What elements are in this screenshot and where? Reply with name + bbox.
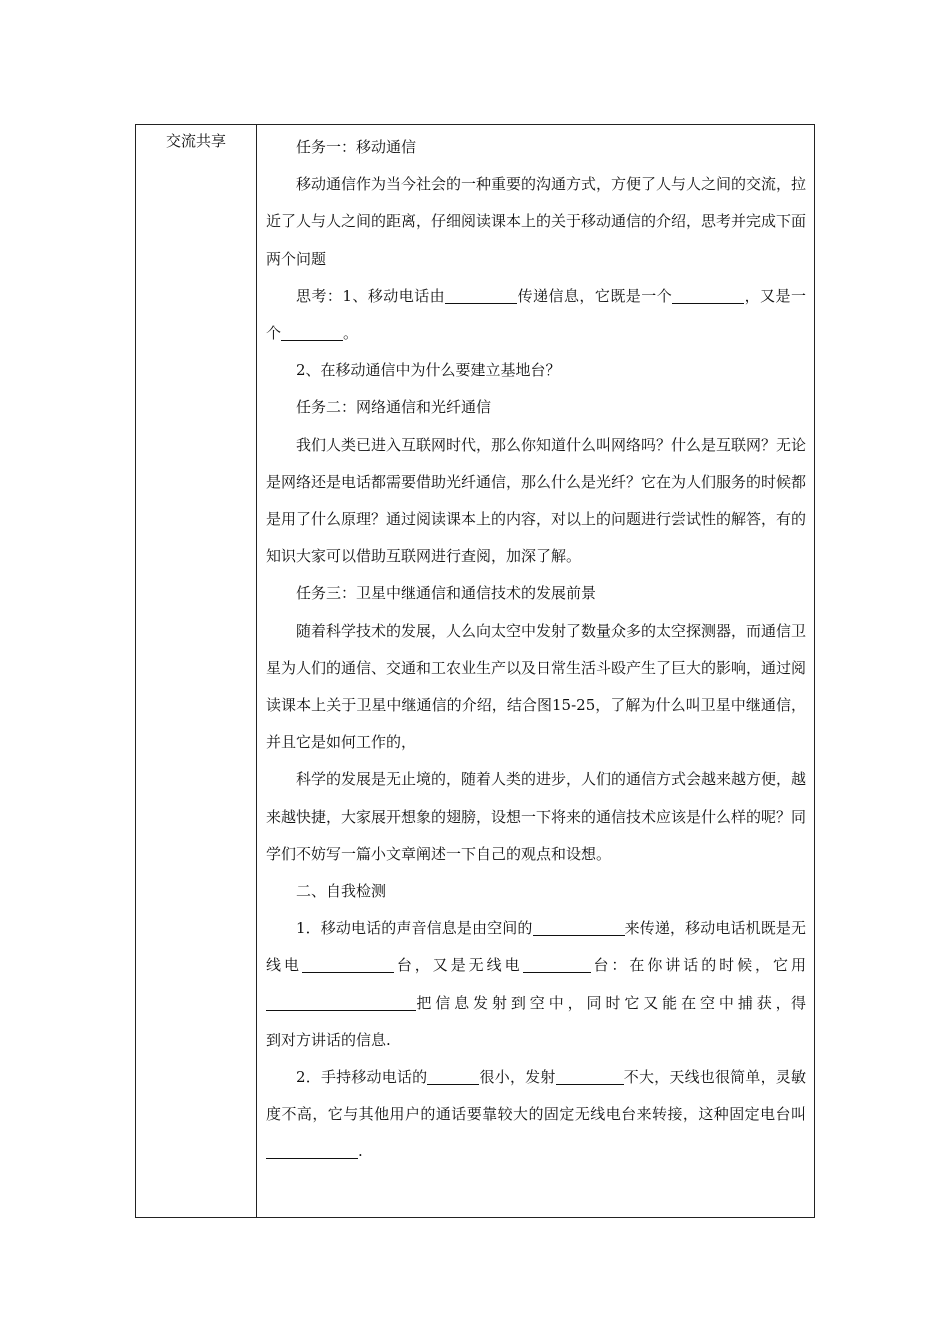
content-table (135, 124, 815, 1218)
answer-blank[interactable] (533, 917, 625, 936)
right-column-content (266, 129, 806, 1171)
answer-blank[interactable] (523, 954, 591, 973)
task3-title: 任务三：卫星中继通信和通信技术的发展前景 (296, 584, 597, 603)
task1-question1: 思考：1、移动电话由 传递信息，它既是一个 ，又是一个 。 (266, 286, 806, 343)
answer-blank[interactable] (266, 992, 416, 1011)
self-test-title: 二、自我检测 (296, 882, 387, 901)
task3-body-1: 随着科学技术的发展，人么向太空中发射了数量众多的太空探测器，而通信卫星为人们的通信、交通和工农业生产以及日常生活斗殴产生了巨大的影响，通过阅读课本上关于卫星中继通信的介绍，结合图15-25，了解为什么叫卫星中继通信，并且它是如何工作的， (266, 621, 807, 752)
answer-blank[interactable] (427, 1066, 479, 1085)
answer-blank[interactable] (266, 1140, 358, 1159)
task3-body-2: 科学的发展是无止境的，随着人类的进步，人们的通信方式会越来越方便，越来越快捷，大家展开想象的翅膀，设想一下将来的通信技术应该是什么样的呢？同学们不妨写一篇小文章阐述一下自己的观点和设想。 (266, 770, 807, 863)
answer-blank[interactable] (445, 285, 517, 304)
task1-intro: 移动通信作为当今社会的一种重要的沟通方式，方便了人与人之间的交流，拉近了人与人之间的距离，仔细阅读课本上的关于移动通信的介绍，思考并完成下面两个问题 (266, 175, 807, 268)
self-test-question2: 2．手持移动电话的 很小，发射 不大，天线也很简单，灵敏度不高，它与其他用户的通话要靠较大的固定无线电台来转接，这种固定电台叫. (266, 1068, 806, 1161)
answer-blank[interactable] (556, 1066, 624, 1085)
task1-title: 任务一：移动通信 (296, 138, 417, 156)
answer-blank[interactable] (281, 322, 343, 341)
task2-body: 我们人类已进入互联网时代，那么你知道什么叫网络吗？什么是互联网？无论是网络还是电话都需要借助光纤通信，那么什么是光纤？它在为人们服务的时候都是用了什么原理？通过阅读课本上的内容，对以上的问题进行尝试性的解答，有的知识大家可以借助互联网进行查阅，加深了解。 (266, 435, 807, 566)
answer-blank[interactable] (302, 954, 394, 973)
left-column-label: 交流共享 (165, 132, 226, 150)
self-test-question1: 1．移动电话的声音信息是由空间的 来传递，移动电话机既是无线电 台，又是无线电 台：在你讲话的时候，它用把信息发射到空中，同时它又能在空中捕获，得到对方讲话的信息. (266, 919, 806, 1049)
task2-title: 任务二：网络通信和光纤通信 (296, 398, 492, 417)
column-divider (256, 125, 257, 1217)
answer-blank[interactable] (672, 285, 744, 304)
task1-question2: 2、在移动通信中为什么要建立基地台？ (296, 361, 561, 380)
